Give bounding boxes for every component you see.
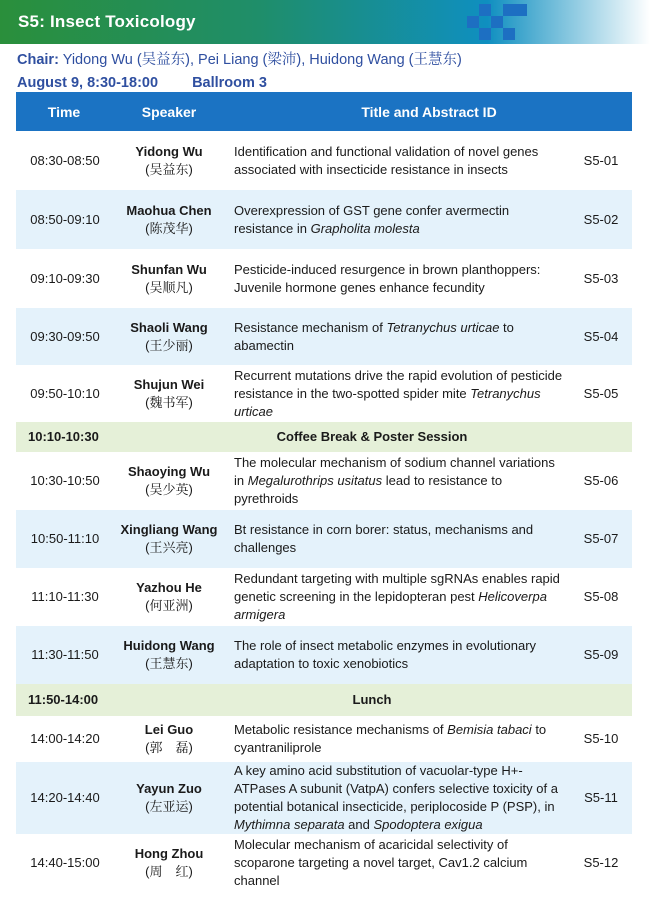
speaker-name: Shujun Wei: [133, 376, 205, 392]
talk-time: 14:40-15:00: [16, 834, 112, 892]
abstract-id: S5-07: [570, 510, 632, 568]
speaker-name-cn: (吴顺凡): [145, 279, 193, 295]
talk-title-species: Bemisia tabaci: [447, 722, 532, 737]
speaker-cell: [112, 834, 226, 892]
table-row: [16, 626, 632, 684]
speaker-cell: [112, 762, 226, 834]
session-info: [17, 75, 267, 91]
schedule-body: [16, 131, 632, 892]
speaker-name-cn: (王少丽): [145, 337, 193, 353]
talk-title-cell: [226, 834, 570, 892]
talk-time: 11:30-11:50: [16, 626, 112, 684]
abstract-id: S5-05: [570, 365, 632, 422]
table-row: [16, 834, 632, 892]
talk-title-text: Recurrent mutations drive the rapid evolution of pesticide resistance in the two-spotted spider mite: [234, 367, 563, 401]
table-row: [16, 716, 632, 762]
speaker-cell: [112, 716, 226, 762]
speaker-cell: [112, 510, 226, 568]
speaker-name-cn: (吴益东): [145, 161, 193, 177]
speaker-name-cn: (魏书军): [145, 394, 193, 410]
table-row: [16, 131, 632, 190]
talk-title-cell: [226, 190, 570, 249]
session-room: Ballroom 3: [192, 75, 267, 91]
talk-time: 14:00-14:20: [16, 716, 112, 762]
table-row: [16, 510, 632, 568]
speaker-name-cn: (陈茂华): [145, 220, 193, 236]
speaker-cell: [112, 308, 226, 365]
table-row: [16, 249, 632, 308]
talk-title-species: Helicoverpa armigera: [234, 589, 547, 622]
speaker-name-cn: (郭 磊): [145, 740, 193, 755]
speaker-name: Xingliang Wang: [120, 522, 218, 537]
talk-title-species: Spodoptera exigua: [373, 817, 483, 832]
break-time: 11:50-14:00: [16, 684, 112, 716]
speaker-name-cn: (吴少英): [145, 482, 193, 497]
talk-title-text: The molecular mechanism of sodium channel variations in: [234, 455, 555, 488]
table-row: [16, 190, 632, 249]
talk-time: 09:10-09:30: [16, 249, 112, 308]
talk-time: 09:50-10:10: [16, 365, 112, 422]
abstract-id: S5-12: [570, 834, 632, 892]
talk-title-text: Metabolic resistance mechanisms of: [234, 722, 448, 737]
talk-title: Bt resistance in corn borer: status, mechanisms and challenges: [234, 522, 534, 555]
talk-title-cell: [226, 452, 570, 510]
header-title: Title and Abstract ID: [226, 92, 632, 131]
talk-time: 14:20-14:40: [16, 762, 112, 834]
talk-title-text: to cyantraniliprole: [234, 722, 547, 755]
talk-title-cell: [226, 762, 570, 834]
talk-title-cell: [226, 131, 570, 190]
talk-title-text: and: [344, 817, 374, 832]
schedule-table: [16, 92, 632, 892]
speaker-name: Yidong Wu: [135, 143, 203, 159]
chair-line: [17, 48, 462, 69]
speaker-name: Yayun Zuo: [136, 781, 202, 796]
talk-title-text: to abamectin: [234, 319, 514, 353]
talk-time: 11:10-11:30: [16, 568, 112, 626]
talk-title: Pesticide-induced resurgence in brown planthoppers: Juvenile hormone genes enhance fecundity: [234, 261, 541, 295]
talk-title-cell: [226, 308, 570, 365]
break-row: [16, 684, 632, 716]
abstract-id: S5-11: [570, 762, 632, 834]
talk-title-cell: [226, 249, 570, 308]
speaker-name: Lei Guo: [144, 722, 194, 737]
speaker-name: Yazhou He: [136, 580, 202, 595]
chair-label: Chair:: [17, 52, 59, 68]
speaker-cell: [112, 568, 226, 626]
talk-title-cell: [226, 626, 570, 684]
break-label: Lunch: [112, 684, 632, 716]
talk-title-text: Overexpression of GST gene confer avermectin resistance in: [234, 202, 510, 236]
table-row: [16, 365, 632, 422]
talk-time: 10:30-10:50: [16, 452, 112, 510]
speaker-name-cn: (周 红): [145, 864, 193, 879]
table-row: [16, 568, 632, 626]
table-header-row: [16, 92, 632, 131]
session-date-time: August 9, 8:30-18:00: [17, 75, 159, 91]
speaker-name: Shunfan Wu: [131, 261, 207, 277]
abstract-id: S5-01: [570, 131, 632, 190]
header-time: Time: [16, 92, 112, 131]
speaker-name-cn: (王慧东): [145, 656, 193, 671]
table-row: [16, 308, 632, 365]
abstract-id: S5-04: [570, 308, 632, 365]
session-banner: [0, 0, 650, 44]
speaker-cell: [112, 131, 226, 190]
header-speaker: Speaker: [112, 92, 226, 131]
speaker-name: Shaoying Wu: [127, 464, 211, 479]
speaker-cell: [112, 249, 226, 308]
abstract-id: S5-09: [570, 626, 632, 684]
talk-time: 08:50-09:10: [16, 190, 112, 249]
talk-title-text: Redundant targeting with multiple sgRNAs enables rapid genetic screening in the lepidopteran pest: [234, 571, 560, 604]
break-row: [16, 422, 632, 452]
talk-time: 08:30-08:50: [16, 131, 112, 190]
speaker-name-cn: (何亚洲): [145, 598, 193, 613]
talk-time: 09:30-09:50: [16, 308, 112, 365]
talk-title: Identification and functional validation of novel genes associated with insecticide resistance in insects: [234, 143, 539, 177]
speaker-cell: [112, 626, 226, 684]
abstract-id: S5-06: [570, 452, 632, 510]
speaker-cell: [112, 452, 226, 510]
talk-title-cell: [226, 568, 570, 626]
talk-title-text: lead to resistance to pyrethroids: [234, 473, 503, 506]
speaker-name-cn: (左亚运): [145, 799, 193, 814]
speaker-cell: [112, 190, 226, 249]
chair-names: Yidong Wu (吴益东), Pei Liang (梁沛), Huidong Wang (王慧东): [62, 52, 462, 68]
talk-title-species: Grapholita molesta: [310, 220, 420, 236]
talk-title-text: Resistance mechanism of: [234, 319, 387, 335]
speaker-name-cn: (王兴亮): [145, 540, 193, 555]
speaker-name: Huidong Wang: [123, 638, 215, 653]
break-label: Coffee Break & Poster Session: [112, 422, 632, 452]
checker-logo-icon: [467, 2, 527, 42]
table-row: [16, 452, 632, 510]
talk-title-cell: [226, 510, 570, 568]
speaker-cell: [112, 365, 226, 422]
abstract-id: S5-02: [570, 190, 632, 249]
talk-title: Molecular mechanism of acaricidal selectivity of scoparone targeting a novel target, Cav1.2 calcium channel: [234, 837, 528, 888]
talk-title: The role of insect metabolic enzymes in evolutionary adaptation to toxic xenobiotics: [234, 638, 537, 671]
abstract-id: S5-10: [570, 716, 632, 762]
speaker-name: Maohua Chen: [126, 202, 212, 218]
speaker-name: Hong Zhou: [134, 846, 204, 861]
session-title: S5: Insect Toxicology: [18, 12, 196, 31]
break-time: 10:10-10:30: [16, 422, 112, 452]
abstract-id: S5-03: [570, 249, 632, 308]
talk-time: 10:50-11:10: [16, 510, 112, 568]
talk-title-text: A key amino acid substitution of vacuolar-type H+-ATPases A subunit (VatpA) confers selective toxicity of a potential botanical insecticide, periplocoside P (PSP), in: [234, 763, 558, 814]
speaker-name: Shaoli Wang: [130, 319, 208, 335]
abstract-id: S5-08: [570, 568, 632, 626]
talk-title-species: Tetranychus urticae: [386, 319, 500, 335]
talk-title-cell: [226, 365, 570, 422]
talk-title-cell: [226, 716, 570, 762]
talk-title-species: Mythimna separata: [234, 817, 345, 832]
talk-title-species: Megalurothrips usitatus: [247, 473, 383, 488]
table-row: [16, 762, 632, 834]
talk-title-species: Tetranychus urticae: [234, 385, 541, 419]
